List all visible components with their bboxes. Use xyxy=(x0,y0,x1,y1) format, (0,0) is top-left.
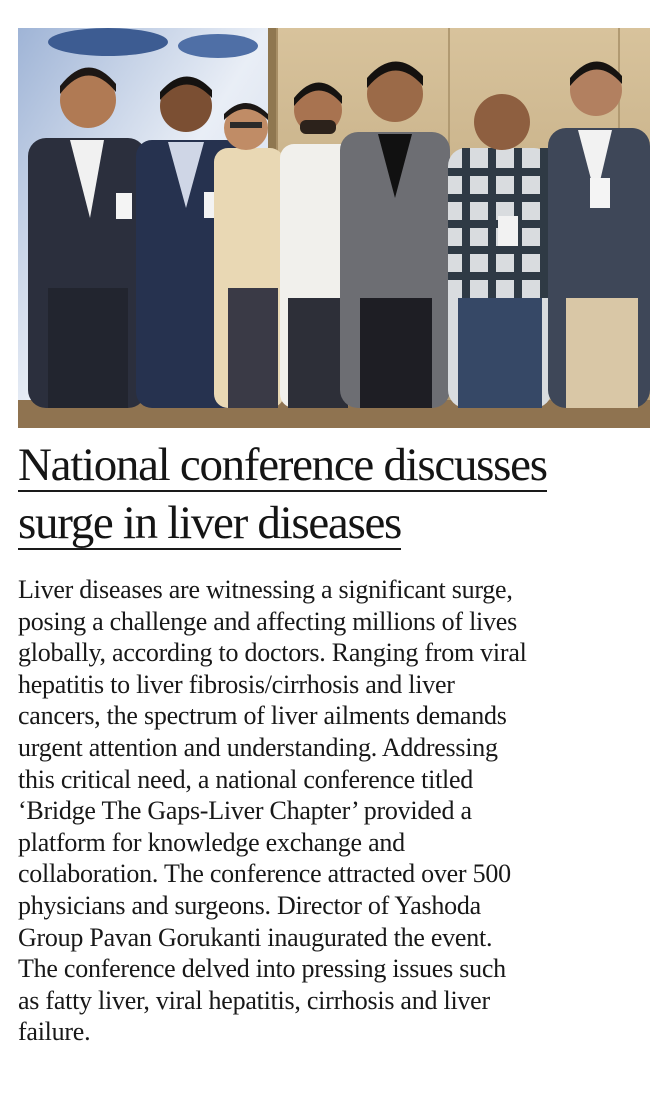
body-line: posing a challenge and affecting millions of lives xyxy=(18,606,517,636)
headline-line-2: surge in liver diseases xyxy=(18,497,402,549)
body-line: urgent attention and understanding. Addressing xyxy=(18,732,498,762)
body-line: as fatty liver, viral hepatitis, cirrhosis and liver xyxy=(18,985,490,1015)
headline-line-1: National conference discusses xyxy=(18,439,547,491)
body-line: failure. xyxy=(18,1017,91,1047)
body-line: collaboration. The conference attracted over 500 xyxy=(18,859,511,889)
body-line: platform for knowledge exchange and xyxy=(18,827,405,857)
body-line: hepatitis to liver fibrosis/cirrhosis and liver xyxy=(18,669,455,699)
body-line: Liver diseases are witnessing a significant surge, xyxy=(18,575,513,604)
body-line: ‘Bridge The Gaps-Liver Chapter’ provided a xyxy=(18,796,472,826)
body-line: globally, according to doctors. Ranging from viral xyxy=(18,638,527,668)
article-body xyxy=(18,574,658,1048)
group-photo-illustration xyxy=(18,28,650,428)
article-headline xyxy=(18,436,654,552)
body-line: cancers, the spectrum of liver ailments demands xyxy=(18,701,507,731)
article-photo xyxy=(18,28,650,428)
body-line: this critical need, a national conference titled xyxy=(18,764,474,794)
body-line: Group Pavan Gorukanti inaugurated the event. xyxy=(18,922,493,952)
body-line: physicians and surgeons. Director of Yashoda xyxy=(18,890,481,920)
body-line: The conference delved into pressing issues such xyxy=(18,954,506,984)
person-3 xyxy=(214,103,284,408)
